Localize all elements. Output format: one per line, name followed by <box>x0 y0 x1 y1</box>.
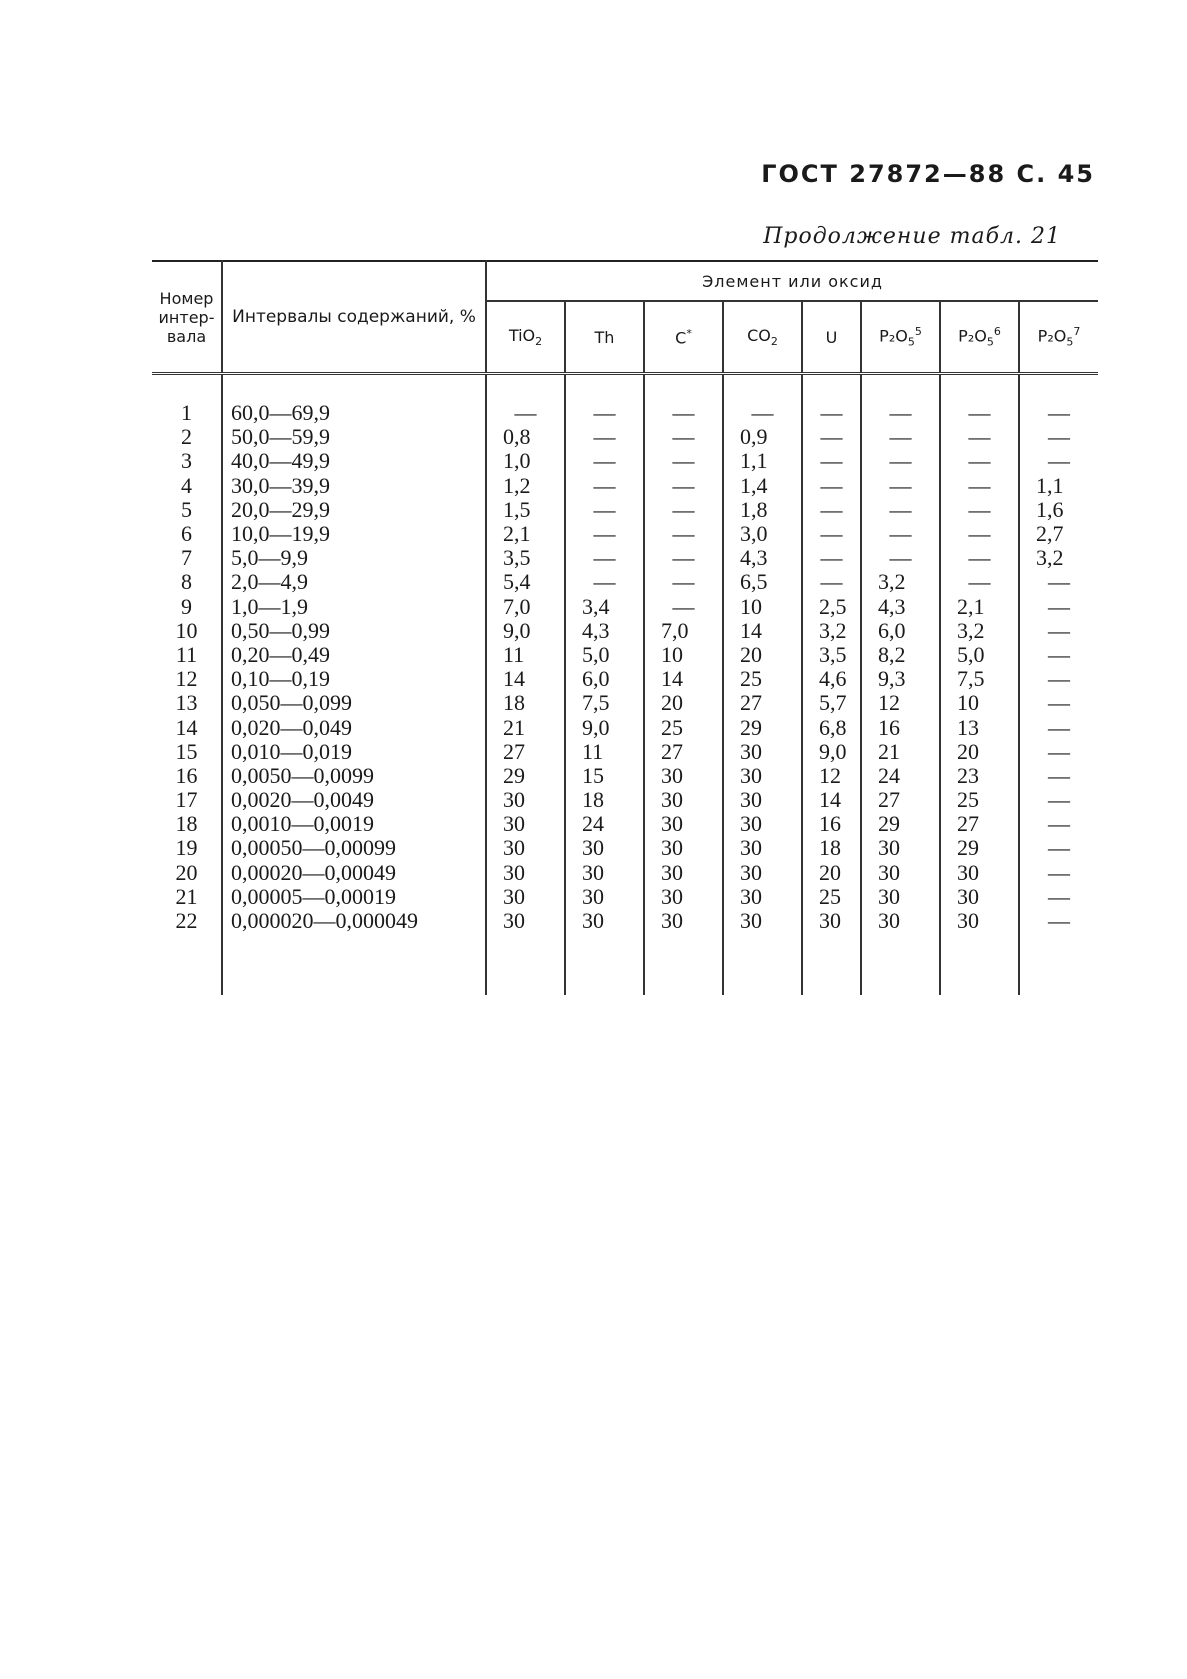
element-value-cell: — <box>565 498 644 522</box>
element-value-cell: — <box>644 498 723 522</box>
element-value-cell: — <box>565 425 644 449</box>
element-value-cell: 11 <box>565 740 644 764</box>
element-value-cell: — <box>802 425 861 449</box>
element-value-cell: — <box>644 546 723 570</box>
element-value-cell: 20 <box>940 740 1019 764</box>
element-footnote-mark: * <box>686 326 692 340</box>
element-value-cell: 6,5 <box>723 570 802 594</box>
element-value-cell: 30 <box>644 909 723 933</box>
element-value-cell: — <box>644 595 723 619</box>
element-value-cell: — <box>802 474 861 498</box>
element-value-cell: — <box>1019 812 1098 836</box>
element-value-cell: — <box>1019 643 1098 667</box>
element-value-cell: 7,5 <box>940 667 1019 691</box>
element-value-cell: — <box>1019 595 1098 619</box>
element-value-cell: — <box>1019 449 1098 473</box>
element-value-cell: 12 <box>802 764 861 788</box>
element-value-cell: 14 <box>802 788 861 812</box>
table-row <box>152 667 1098 691</box>
element-value-cell: — <box>723 401 802 425</box>
table-row <box>152 740 1098 764</box>
element-value-cell: 30 <box>723 740 802 764</box>
element-value-cell: 10 <box>940 691 1019 715</box>
element-value-cell: 0,9 <box>723 425 802 449</box>
element-value-cell: 7,5 <box>565 691 644 715</box>
element-value-cell: 4,3 <box>565 619 644 643</box>
element-symbol: Th <box>594 327 615 347</box>
element-value-cell: 1,5 <box>486 498 565 522</box>
interval-number-cell: 2 <box>181 424 192 450</box>
element-value-cell: 25 <box>644 715 723 739</box>
content-interval-cell: 60,0—69,9 <box>222 401 486 425</box>
content-interval-cell: 20,0—29,9 <box>222 498 486 522</box>
element-value-cell: 24 <box>565 812 644 836</box>
content-interval-cell: 0,0020—0,0049 <box>222 788 486 812</box>
element-value-cell: 7,0 <box>644 619 723 643</box>
element-value-cell: 2,7 <box>1019 522 1098 546</box>
element-value-cell: 30 <box>861 909 940 933</box>
content-interval-cell: 2,0—4,9 <box>222 570 486 594</box>
element-value-cell: 18 <box>802 836 861 860</box>
element-value-cell: — <box>861 401 940 425</box>
content-interval-cell: 0,0050—0,0099 <box>222 764 486 788</box>
element-value-cell: — <box>940 570 1019 594</box>
element-symbol: TiO <box>508 325 536 345</box>
element-symbol: C <box>675 328 687 348</box>
element-value-cell: 6,0 <box>861 619 940 643</box>
element-value-cell: 11 <box>486 643 565 667</box>
element-value-cell: 1,8 <box>723 498 802 522</box>
content-interval-cell: 0,020—0,049 <box>222 715 486 739</box>
element-symbol: CO <box>747 325 771 345</box>
element-value-cell: — <box>1019 836 1098 860</box>
table-row <box>152 812 1098 836</box>
element-footnote-mark: 5 <box>914 325 922 339</box>
element-value-cell: 4,6 <box>802 667 861 691</box>
element-value-cell: 25 <box>802 885 861 909</box>
element-value-cell: 25 <box>940 788 1019 812</box>
page-header-gost-ref: ГОСТ 27872—88 С. 45 <box>761 160 1095 188</box>
element-value-cell: — <box>1019 885 1098 909</box>
interval-number-cell: 19 <box>175 835 198 861</box>
element-value-cell: 18 <box>565 788 644 812</box>
element-value-cell: 29 <box>861 812 940 836</box>
table-row <box>152 643 1098 667</box>
element-value-cell: — <box>861 425 940 449</box>
table-row <box>152 691 1098 715</box>
element-value-cell: 30 <box>565 885 644 909</box>
column-header-element <box>1019 301 1098 374</box>
table-row <box>152 498 1098 522</box>
element-subscript: 5 <box>907 335 915 349</box>
element-value-cell: — <box>802 498 861 522</box>
element-value-cell: — <box>644 522 723 546</box>
element-value-cell: 30 <box>644 788 723 812</box>
table-row <box>152 885 1098 909</box>
content-interval-cell: 10,0—19,9 <box>222 522 486 546</box>
table-row <box>152 546 1098 570</box>
element-value-cell: 1,0 <box>486 449 565 473</box>
content-interval-cell: 0,00005—0,00019 <box>222 885 486 909</box>
interval-number-cell: 7 <box>181 545 192 571</box>
element-value-cell: — <box>940 474 1019 498</box>
element-value-cell: — <box>1019 788 1098 812</box>
element-symbol: P₂O <box>1037 326 1067 346</box>
element-value-cell: 6,0 <box>565 667 644 691</box>
table-row <box>152 474 1098 498</box>
element-value-cell: 9,0 <box>565 715 644 739</box>
content-interval-cell: 0,000020—0,000049 <box>222 909 486 933</box>
element-value-cell: — <box>861 522 940 546</box>
element-value-cell: — <box>1019 715 1098 739</box>
table-row <box>152 909 1098 933</box>
element-value-cell: 3,0 <box>723 522 802 546</box>
element-value-cell: 20 <box>723 643 802 667</box>
element-value-cell: 30 <box>644 764 723 788</box>
element-value-cell: 30 <box>486 788 565 812</box>
element-value-cell: 30 <box>565 909 644 933</box>
element-value-cell: — <box>940 401 1019 425</box>
element-value-cell: 3,4 <box>565 595 644 619</box>
content-interval-cell: 0,50—0,99 <box>222 619 486 643</box>
interval-number-cell: 21 <box>175 883 198 909</box>
element-value-cell: 27 <box>940 812 1019 836</box>
element-value-cell: 4,3 <box>861 595 940 619</box>
element-value-cell: — <box>644 401 723 425</box>
element-value-cell: — <box>940 425 1019 449</box>
element-value-cell: — <box>802 546 861 570</box>
element-value-cell: — <box>1019 667 1098 691</box>
element-value-cell: 15 <box>565 764 644 788</box>
element-footnote-mark: 7 <box>1073 325 1081 339</box>
element-footnote-mark: 6 <box>993 325 1001 339</box>
element-value-cell: 21 <box>486 715 565 739</box>
element-value-cell: 2,5 <box>802 595 861 619</box>
element-subscript: 2 <box>770 335 778 349</box>
element-value-cell: 4,3 <box>723 546 802 570</box>
element-value-cell: — <box>861 474 940 498</box>
table-row <box>152 522 1098 546</box>
element-value-cell: 5,4 <box>486 570 565 594</box>
element-value-cell: — <box>644 449 723 473</box>
element-value-cell: — <box>940 546 1019 570</box>
table-row <box>152 836 1098 860</box>
column-header-element <box>940 301 1019 374</box>
element-value-cell: 2,1 <box>940 595 1019 619</box>
element-value-cell: 30 <box>644 885 723 909</box>
interval-number-cell: 12 <box>175 666 198 692</box>
element-value-cell: — <box>1019 740 1098 764</box>
element-value-cell: 30 <box>486 812 565 836</box>
element-value-cell: 12 <box>861 691 940 715</box>
element-value-cell: 30 <box>723 836 802 860</box>
element-value-cell: 29 <box>940 836 1019 860</box>
element-value-cell: 27 <box>723 691 802 715</box>
element-value-cell: 30 <box>940 909 1019 933</box>
element-value-cell: 3,2 <box>802 619 861 643</box>
element-subscript: 2 <box>535 335 543 349</box>
column-group-header-element: Элемент или оксид <box>486 261 1098 301</box>
element-value-cell: 1,1 <box>1019 474 1098 498</box>
element-value-cell: 30 <box>486 885 565 909</box>
element-value-cell: 30 <box>644 861 723 885</box>
interval-number-cell: 4 <box>181 472 192 498</box>
interval-number-cell: 14 <box>175 714 198 740</box>
table-row <box>152 619 1098 643</box>
element-value-cell: 30 <box>644 836 723 860</box>
element-value-cell: — <box>565 546 644 570</box>
element-value-cell: 27 <box>486 740 565 764</box>
element-value-cell: — <box>940 498 1019 522</box>
interval-number-cell: 1 <box>181 400 192 426</box>
element-symbol: P₂O <box>958 326 987 346</box>
element-value-cell: 1,2 <box>486 474 565 498</box>
element-value-cell: — <box>1019 425 1098 449</box>
element-value-cell: — <box>565 474 644 498</box>
element-value-cell: 25 <box>723 667 802 691</box>
element-value-cell: 20 <box>802 861 861 885</box>
interval-number-cell: 16 <box>175 762 198 788</box>
content-interval-cell: 0,010—0,019 <box>222 740 486 764</box>
content-interval-cell: 30,0—39,9 <box>222 474 486 498</box>
element-value-cell: 20 <box>644 691 723 715</box>
content-intervals-table <box>152 260 1098 995</box>
element-value-cell: 9,0 <box>802 740 861 764</box>
element-value-cell: — <box>565 522 644 546</box>
element-value-cell: — <box>1019 909 1098 933</box>
column-header-element <box>565 301 644 374</box>
table-tail-spacer <box>152 933 1098 995</box>
element-value-cell: 2,1 <box>486 522 565 546</box>
element-value-cell: 27 <box>644 740 723 764</box>
interval-number-cell: 17 <box>175 787 198 813</box>
table-row <box>152 449 1098 473</box>
column-header-content-interval: Интервалы содержаний, % <box>222 261 486 374</box>
element-value-cell: 9,0 <box>486 619 565 643</box>
element-value-cell: 16 <box>802 812 861 836</box>
element-value-cell: 1,4 <box>723 474 802 498</box>
element-value-cell: 30 <box>940 885 1019 909</box>
element-symbol: U <box>825 327 838 347</box>
interval-number-cell: 3 <box>181 448 192 474</box>
element-value-cell: — <box>1019 861 1098 885</box>
content-interval-cell: 0,00050—0,00099 <box>222 836 486 860</box>
content-interval-cell: 1,0—1,9 <box>222 595 486 619</box>
element-value-cell: 3,2 <box>940 619 1019 643</box>
element-value-cell: 30 <box>723 812 802 836</box>
element-value-cell: 30 <box>723 788 802 812</box>
element-value-cell: 30 <box>565 836 644 860</box>
element-value-cell: — <box>644 474 723 498</box>
table-row <box>152 570 1098 594</box>
interval-number-cell: 5 <box>181 496 192 522</box>
element-value-cell: 6,8 <box>802 715 861 739</box>
element-value-cell: — <box>802 449 861 473</box>
element-value-cell: 5,7 <box>802 691 861 715</box>
column-header-element <box>644 301 723 374</box>
element-value-cell: 23 <box>940 764 1019 788</box>
element-value-cell: — <box>1019 619 1098 643</box>
element-value-cell: 16 <box>861 715 940 739</box>
table-row <box>152 401 1098 425</box>
element-value-cell: 3,5 <box>802 643 861 667</box>
element-value-cell: 30 <box>861 885 940 909</box>
column-header-element <box>486 301 565 374</box>
element-value-cell: 8,2 <box>861 643 940 667</box>
element-value-cell: — <box>940 522 1019 546</box>
element-value-cell: — <box>802 401 861 425</box>
element-value-cell: — <box>565 449 644 473</box>
element-value-cell: 30 <box>861 861 940 885</box>
element-value-cell: 21 <box>861 740 940 764</box>
element-value-cell: 30 <box>940 861 1019 885</box>
element-value-cell: 3,5 <box>486 546 565 570</box>
element-value-cell: — <box>802 522 861 546</box>
table-row <box>152 788 1098 812</box>
element-value-cell: 14 <box>644 667 723 691</box>
element-value-cell: 30 <box>486 861 565 885</box>
table-row <box>152 425 1098 449</box>
element-value-cell: 27 <box>861 788 940 812</box>
element-value-cell: 1,1 <box>723 449 802 473</box>
table-row <box>152 861 1098 885</box>
element-value-cell: 30 <box>565 861 644 885</box>
element-value-cell: 30 <box>723 764 802 788</box>
interval-number-cell: 20 <box>175 859 198 885</box>
element-value-cell: 18 <box>486 691 565 715</box>
interval-number-cell: 6 <box>181 521 192 547</box>
column-header-interval-number: Номер интер-вала <box>152 261 222 374</box>
element-value-cell: 30 <box>486 909 565 933</box>
element-value-cell: — <box>565 401 644 425</box>
content-interval-cell: 0,0010—0,0019 <box>222 812 486 836</box>
element-value-cell: 30 <box>723 861 802 885</box>
content-interval-cell: 0,10—0,19 <box>222 667 486 691</box>
element-value-cell: — <box>486 401 565 425</box>
content-interval-cell: 5,0—9,9 <box>222 546 486 570</box>
content-interval-cell: 0,050—0,099 <box>222 691 486 715</box>
interval-number-cell: 15 <box>175 738 198 764</box>
table-row <box>152 715 1098 739</box>
element-value-cell: — <box>1019 764 1098 788</box>
content-interval-cell: 50,0—59,9 <box>222 425 486 449</box>
element-value-cell: 30 <box>486 836 565 860</box>
interval-number-cell: 9 <box>181 593 192 619</box>
interval-number-cell: 18 <box>175 811 198 837</box>
element-value-cell: — <box>1019 401 1098 425</box>
interval-number-cell: 22 <box>175 908 198 934</box>
table-row <box>152 764 1098 788</box>
column-header-element <box>802 301 861 374</box>
element-value-cell: 1,6 <box>1019 498 1098 522</box>
element-value-cell: 10 <box>644 643 723 667</box>
element-value-cell: 30 <box>723 885 802 909</box>
element-value-cell: 14 <box>486 667 565 691</box>
content-interval-cell: 40,0—49,9 <box>222 449 486 473</box>
table-caption: Продолжение табл. 21 <box>763 224 1061 249</box>
element-value-cell: 5,0 <box>940 643 1019 667</box>
element-value-cell: — <box>1019 570 1098 594</box>
element-value-cell: — <box>861 449 940 473</box>
interval-number-cell: 13 <box>175 690 198 716</box>
element-value-cell: 5,0 <box>565 643 644 667</box>
content-interval-cell: 0,20—0,49 <box>222 643 486 667</box>
element-value-cell: — <box>644 570 723 594</box>
element-value-cell: — <box>861 546 940 570</box>
column-header-element <box>723 301 802 374</box>
interval-number-cell: 10 <box>175 617 198 643</box>
element-value-cell: — <box>1019 691 1098 715</box>
element-symbol: P₂O <box>879 326 908 346</box>
interval-number-cell: 11 <box>175 641 198 667</box>
element-value-cell: — <box>940 449 1019 473</box>
element-value-cell: 9,3 <box>861 667 940 691</box>
element-value-cell: 29 <box>723 715 802 739</box>
element-value-cell: 3,2 <box>861 570 940 594</box>
column-header-element <box>861 301 940 374</box>
table-row <box>152 595 1098 619</box>
element-value-cell: — <box>861 498 940 522</box>
element-value-cell: 24 <box>861 764 940 788</box>
element-value-cell: — <box>565 570 644 594</box>
content-interval-cell: 0,00020—0,00049 <box>222 861 486 885</box>
element-subscript: 5 <box>986 335 994 349</box>
element-value-cell: 14 <box>723 619 802 643</box>
element-value-cell: 30 <box>802 909 861 933</box>
element-value-cell: 3,2 <box>1019 546 1098 570</box>
element-value-cell: 29 <box>486 764 565 788</box>
element-value-cell: — <box>802 570 861 594</box>
element-value-cell: 30 <box>723 909 802 933</box>
element-value-cell: 0,8 <box>486 425 565 449</box>
element-value-cell: 30 <box>861 836 940 860</box>
element-value-cell: 13 <box>940 715 1019 739</box>
element-value-cell: 10 <box>723 595 802 619</box>
element-value-cell: 7,0 <box>486 595 565 619</box>
element-value-cell: — <box>644 425 723 449</box>
element-subscript: 5 <box>1066 335 1074 349</box>
element-value-cell: 30 <box>644 812 723 836</box>
interval-number-cell: 8 <box>181 569 192 595</box>
